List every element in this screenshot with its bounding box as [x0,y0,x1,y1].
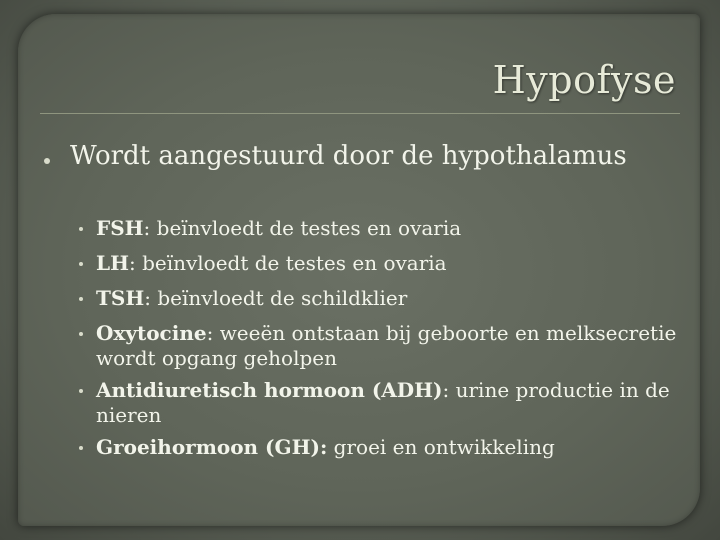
sub-bullet-lh [70,251,700,276]
sub-bullet-text: : weeën ontstaan bij geboorte en melksecretie wordt opgang geholpen [96,321,677,370]
sub-bullet-term: Antidiuretisch hormoon (ADH) [96,378,443,402]
sub-bullet-text: groei en ontwikkeling [327,435,555,459]
sub-bullet-gh [70,435,700,460]
sub-bullet-text: : urine productie in de nieren [96,378,670,427]
sub-bullet-term: Groeihormoon (GH): [96,435,328,459]
sub-bullet-tsh [70,286,700,311]
sub-bullet-list [70,216,700,470]
sub-bullet-term: LH [96,251,129,275]
main-bullet-text: Wordt aangestuurd door de hypothalamus [70,141,627,171]
bullet-dot [79,262,83,266]
bullet-dot [79,297,83,301]
sub-bullet-term: TSH [96,286,145,310]
bullet-dot [79,446,83,450]
slide-title: Hypofyse [492,58,676,102]
sub-bullet-adh [70,378,700,428]
title-divider [40,113,680,114]
sub-bullet-term: Oxytocine [96,321,207,345]
sub-bullet-oxytocine [70,321,700,371]
sub-bullet-term: FSH [96,216,144,240]
sub-bullet-text: : beïnvloedt de testes en ovaria [143,216,462,240]
main-bullet-dot [44,158,50,164]
sub-bullet-fsh [70,216,700,241]
bullet-dot [79,389,83,393]
sub-bullet-text: : beïnvloedt de testes en ovaria [128,251,447,275]
bullet-dot [79,332,83,336]
sub-bullet-text: : beïnvloedt de schildklier [144,286,408,310]
bullet-dot [79,227,83,231]
